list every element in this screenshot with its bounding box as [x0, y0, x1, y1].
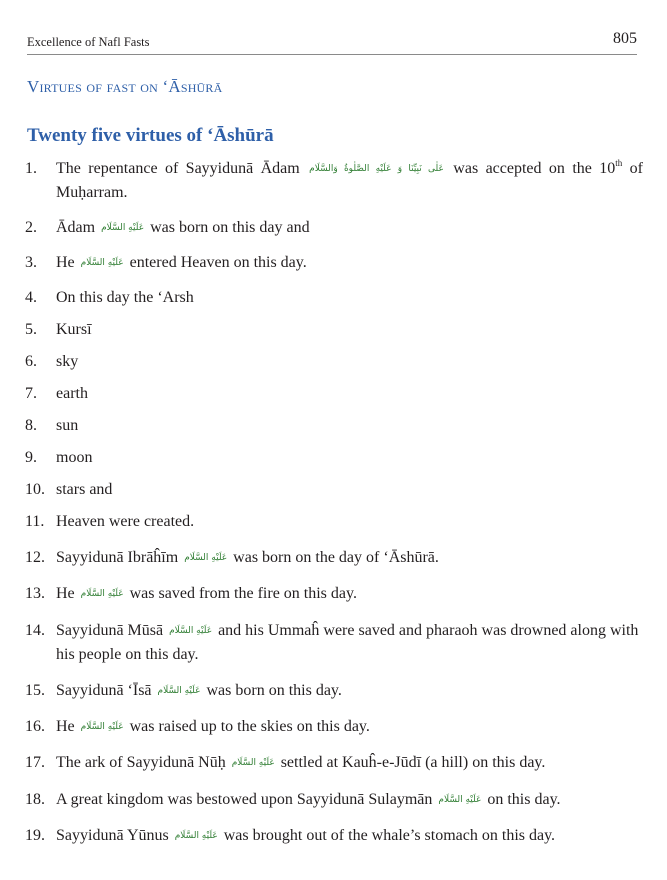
- running-title: Excellence of Nafl Fasts: [27, 35, 150, 49]
- honorific-calligraphy: عَلَیْهِ السَّلَام: [184, 553, 228, 563]
- item-number: 9.: [25, 449, 37, 466]
- section-heading: Virtues of fast on ‘Āshūrā: [27, 77, 223, 96]
- list-item: [25, 251, 643, 275]
- item-text: Sayyidunā Ibrāĥīm عَلَیْهِ السَّلَام was born on the day of ‘Āshūrā.: [56, 549, 439, 566]
- item-text: Heaven were created.: [56, 513, 195, 530]
- item-text: On this day the ‘Arsh: [56, 289, 194, 306]
- item-text: A great kingdom was bestowed upon Sayyidunā Sulaymān عَلَیْهِ السَّلَام on this day.: [56, 791, 561, 808]
- item-number: 8.: [25, 417, 37, 434]
- honorific-calligraphy: عَلَیْهِ السَّلَام: [101, 223, 145, 233]
- item-text: Sayyidunā Mūsā عَلَیْهِ السَّلَام and his Ummaĥ were saved and pharaoh was drowned along with his people on this day.: [56, 622, 639, 663]
- list-item: [25, 216, 643, 240]
- item-number: 13.: [25, 585, 45, 602]
- list-item: [25, 715, 643, 739]
- item-text: moon: [56, 449, 93, 466]
- list-item: [25, 157, 643, 205]
- item-text: Kursī: [56, 321, 92, 338]
- page-number: 805: [613, 30, 637, 47]
- list-item: [25, 414, 643, 438]
- item-number: 15.: [25, 682, 45, 699]
- page-header: [27, 26, 637, 55]
- item-number: 6.: [25, 353, 37, 370]
- item-number: 16.: [25, 718, 45, 735]
- list-item: [25, 546, 643, 570]
- item-number: 11.: [25, 513, 45, 530]
- list-item: [25, 478, 643, 502]
- list-item: [25, 446, 643, 470]
- list-item: [25, 510, 643, 534]
- list-item: [25, 318, 643, 342]
- honorific-calligraphy: عَلَیْهِ السَّلَام: [80, 589, 124, 599]
- item-text: stars and: [56, 481, 113, 498]
- item-text: sky: [56, 353, 79, 370]
- item-text: The repentance of Sayyidunā Ādam عَلٰی نَبِیِّنَا وَ عَلَیْهِ الصَّلٰوةُ وَالسَّلَام was accepted on the 10th of Muḥarram.: [56, 158, 644, 201]
- list-item: [25, 679, 643, 703]
- item-text: earth: [56, 385, 88, 402]
- item-number: 7.: [25, 385, 37, 402]
- list-item: [25, 751, 643, 775]
- item-number: 1.: [25, 160, 37, 177]
- honorific-calligraphy: عَلَیْهِ السَّلَام: [80, 258, 124, 268]
- honorific-calligraphy: عَلَیْهِ السَّلَام: [438, 795, 482, 805]
- item-text: He عَلَیْهِ السَّلَام was saved from the fire on this day.: [56, 585, 357, 602]
- honorific-calligraphy: عَلَیْهِ السَّلَام: [169, 626, 213, 636]
- list-item: [25, 382, 643, 406]
- list-item: [25, 286, 643, 310]
- item-text: He عَلَیْهِ السَّلَام was raised up to the skies on this day.: [56, 718, 370, 735]
- item-text: Sayyidunā Yūnus عَلَیْهِ السَّلَام was brought out of the whale’s stomach on this day.: [56, 827, 556, 844]
- item-number: 4.: [25, 289, 37, 306]
- item-number: 5.: [25, 321, 37, 338]
- item-text: He عَلَیْهِ السَّلَام entered Heaven on this day.: [56, 254, 307, 271]
- honorific-calligraphy: عَلٰی نَبِیِّنَا وَ عَلَیْهِ الصَّلٰوةُ وَالسَّلَام: [309, 164, 444, 174]
- item-number: 19.: [25, 827, 45, 844]
- item-number: 17.: [25, 754, 45, 771]
- item-text: The ark of Sayyidunā Nūḥ عَلَیْهِ السَّلَام settled at Kauĥ-e-Jūdī (a hill) on this day.: [56, 754, 546, 771]
- list-item: [25, 350, 643, 374]
- item-text: Sayyidunā ‘Īsā عَلَیْهِ السَّلَام was born on this day.: [56, 682, 342, 699]
- sub-heading: Twenty five virtues of ‘Āshūrā: [27, 125, 274, 146]
- list-item: [25, 824, 643, 848]
- item-text: Ādam عَلَیْهِ السَّلَام was born on this day and: [56, 219, 310, 236]
- item-number: 10.: [25, 481, 45, 498]
- item-number: 2.: [25, 219, 37, 236]
- honorific-calligraphy: عَلَیْهِ السَّلَام: [174, 831, 218, 841]
- list-item: [25, 788, 643, 812]
- honorific-calligraphy: عَلَیْهِ السَّلَام: [80, 722, 124, 732]
- item-number: 3.: [25, 254, 37, 271]
- item-text: sun: [56, 417, 79, 434]
- honorific-calligraphy: عَلَیْهِ السَّلَام: [231, 758, 275, 768]
- list-item: [25, 582, 643, 606]
- item-number: 12.: [25, 549, 45, 566]
- honorific-calligraphy: عَلَیْهِ السَّلَام: [157, 686, 201, 696]
- item-number: 14.: [25, 622, 45, 639]
- item-number: 18.: [25, 791, 45, 808]
- list-item: [25, 619, 643, 667]
